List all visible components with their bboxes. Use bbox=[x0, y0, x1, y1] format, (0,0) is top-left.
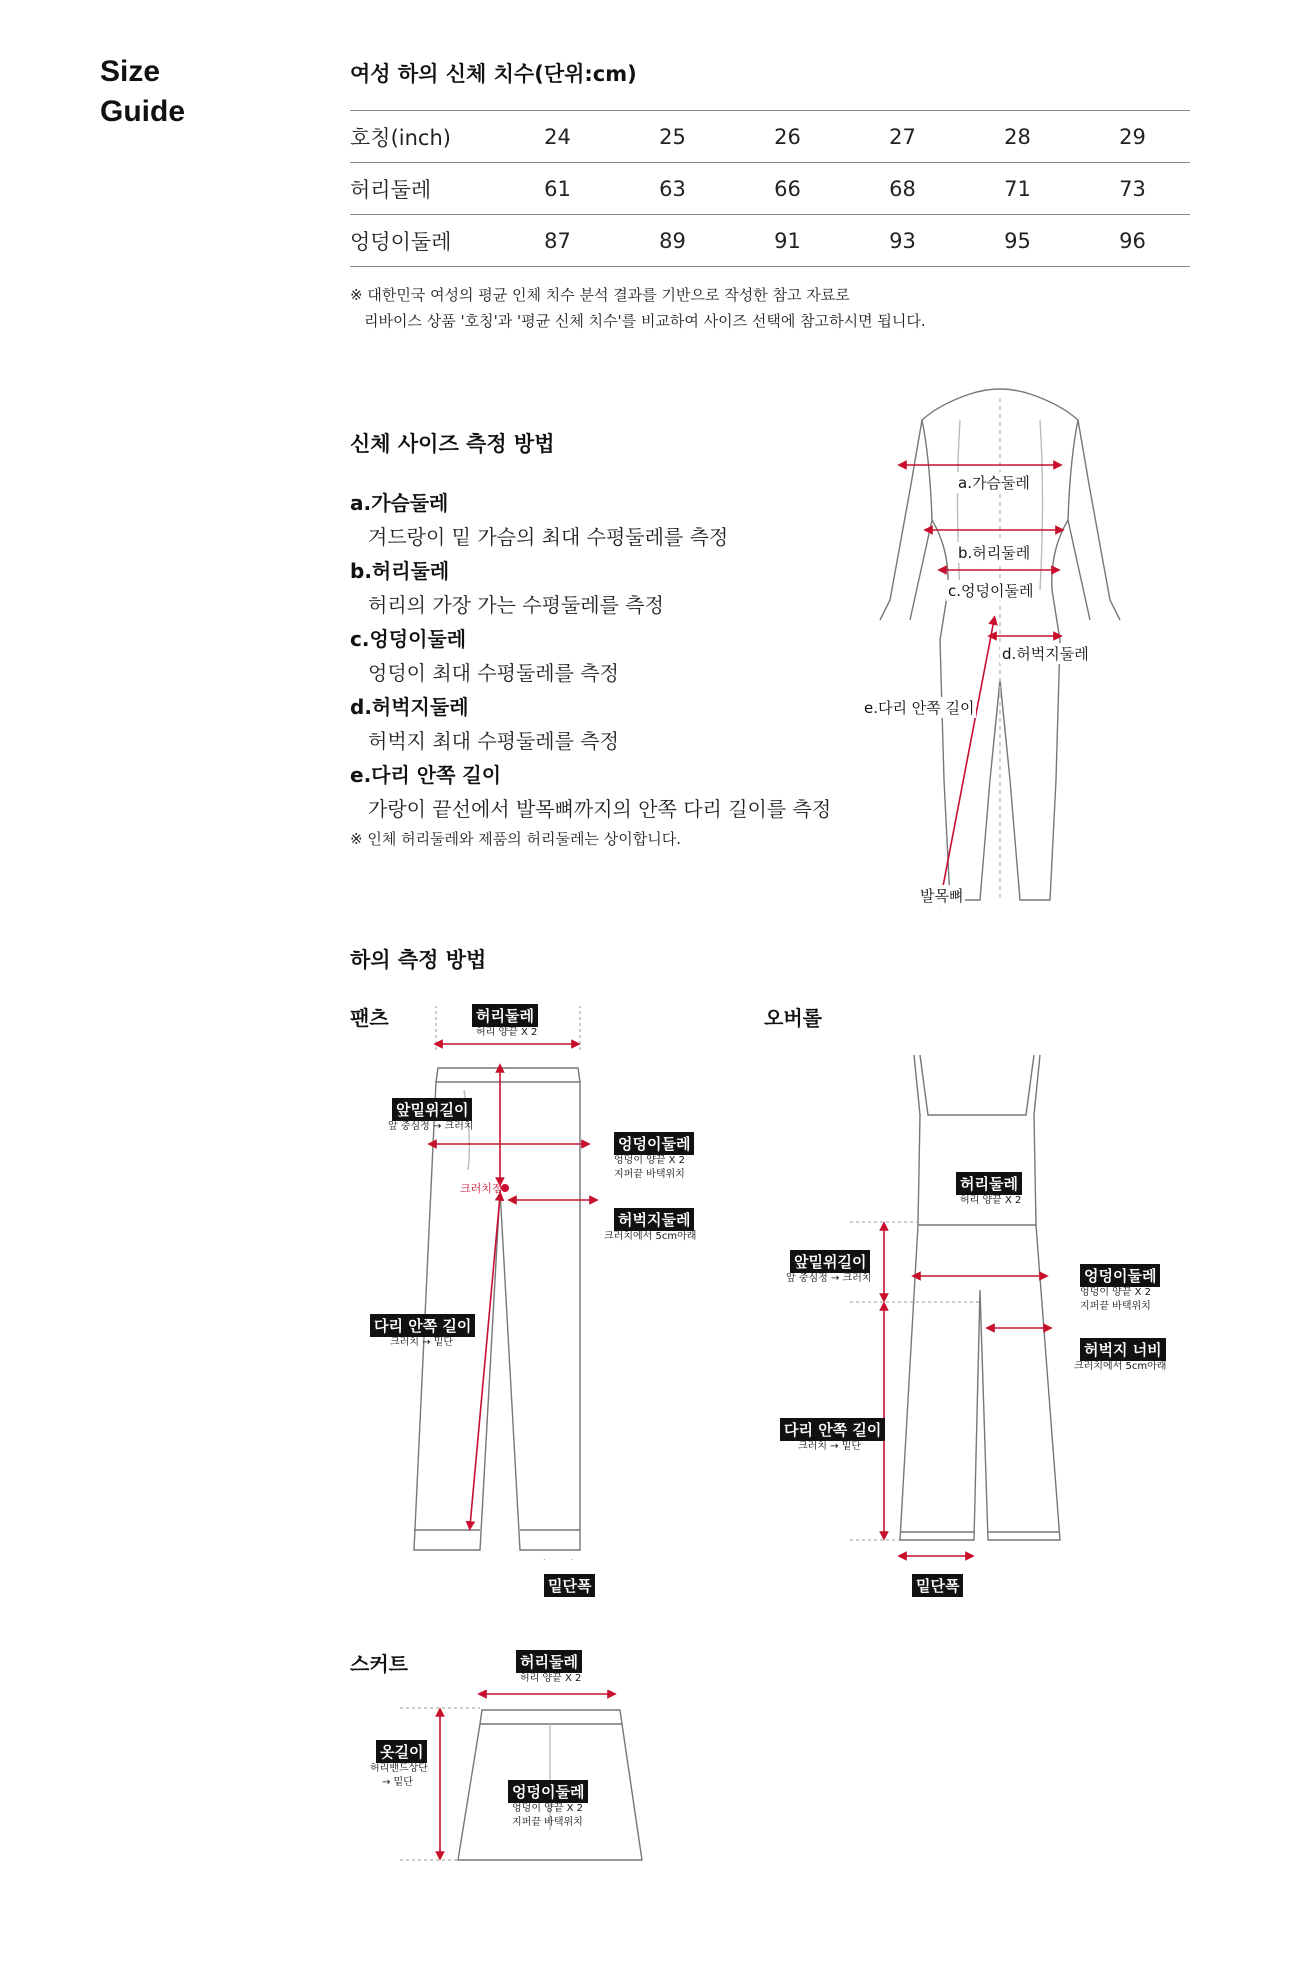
skirt-length-sub2: → 밑단 bbox=[382, 1777, 413, 1788]
diagram-label-waist: b.허리둘레 bbox=[958, 544, 1031, 562]
skirt-title: 스커트 bbox=[350, 1652, 408, 1676]
pants-title: 팬츠 bbox=[350, 1006, 389, 1030]
diagram-label-inseam: e.다리 안쪽 길이 bbox=[864, 699, 975, 717]
method-title-chest: a.가슴둘레 bbox=[350, 491, 449, 515]
pants-waist-label: 허리둘레 bbox=[472, 1004, 538, 1027]
table-cell: 89 bbox=[615, 215, 730, 267]
table-cell: 68 bbox=[845, 163, 960, 215]
diagram-label-hip: c.엉덩이둘레 bbox=[948, 582, 1034, 600]
title-line-1: Size bbox=[100, 55, 161, 88]
skirt-waist-sub: 허리 양끝 X 2 bbox=[520, 1673, 582, 1684]
overall-hip-label: 엉덩이둘레 bbox=[1080, 1264, 1160, 1287]
table-row bbox=[350, 111, 1190, 163]
crotch-point-label: 크러치점 bbox=[460, 1182, 503, 1195]
table-row bbox=[350, 163, 1190, 215]
row-header: 허리둘레 bbox=[350, 163, 500, 215]
table-row bbox=[350, 215, 1190, 267]
table-cell: 24 bbox=[500, 111, 615, 163]
overall-rise-sub: 앞 중심정 → 크러치 bbox=[786, 1273, 872, 1284]
row-header: 엉덩이둘레 bbox=[350, 215, 500, 267]
table-note-2: 리바이스 상품 '호칭'과 '평균 신체 치수'를 비교하여 사이즈 선택에 참고하시면 됩니다. bbox=[364, 312, 926, 330]
pants-thigh-sub: 크러치에서 5cm아래 bbox=[604, 1231, 697, 1242]
method-desc-waist: 허리의 가장 가는 수평둘레를 측정 bbox=[368, 593, 664, 617]
method-title-waist: b.허리둘레 bbox=[350, 559, 450, 583]
skirt-hip-sub1: 엉덩이 양끝 X 2 bbox=[512, 1803, 584, 1814]
size-table bbox=[350, 110, 1190, 267]
diagram-label-chest: a.가슴둘레 bbox=[958, 474, 1030, 492]
table-cell: 26 bbox=[730, 111, 845, 163]
table-cell: 93 bbox=[845, 215, 960, 267]
inseam-arrow bbox=[940, 620, 994, 902]
overall-rise-label: 앞밑위길이 bbox=[790, 1250, 870, 1273]
overall-thigh-sub: 크러치에서 5cm아래 bbox=[1074, 1361, 1167, 1372]
table-cell: 87 bbox=[500, 215, 615, 267]
overall-thigh-label: 허벅지 너비 bbox=[1080, 1338, 1166, 1361]
method-desc-chest: 겨드랑이 밑 가슴의 최대 수평둘레를 측정 bbox=[368, 525, 729, 549]
method-desc-thigh: 허벅지 최대 수평둘레를 측정 bbox=[368, 729, 619, 753]
pants-rise-sub: 앞 중심정 → 크러치 bbox=[388, 1121, 474, 1132]
table-cell: 66 bbox=[730, 163, 845, 215]
method-desc-inseam: 가랑이 끝선에서 발목뼈까지의 안쪽 다리 길이를 측정 bbox=[368, 797, 832, 821]
pants-hip-label: 엉덩이둘레 bbox=[614, 1132, 694, 1155]
overall-title: 오버롤 bbox=[764, 1006, 822, 1030]
body-note: ※ 인체 허리둘레와 제품의 허리둘레는 상이합니다. bbox=[350, 830, 681, 848]
pants-thigh-label: 허벅지둘레 bbox=[614, 1208, 694, 1231]
table-cell: 63 bbox=[615, 163, 730, 215]
pants-hip-sub1: 엉덩이 양끝 X 2 bbox=[614, 1155, 686, 1166]
skirt-length-label: 옷길이 bbox=[376, 1740, 427, 1763]
table-cell: 61 bbox=[500, 163, 615, 215]
method-desc-hip: 엉덩이 최대 수평둘레를 측정 bbox=[368, 661, 619, 685]
skirt-hip-sub2: 지퍼끝 바택위치 bbox=[512, 1817, 583, 1828]
table-note-1: ※ 대한민국 여성의 평균 인체 치수 분석 결과를 기반으로 작성한 참고 자료로 bbox=[350, 286, 850, 304]
table-cell: 29 bbox=[1075, 111, 1190, 163]
table-cell: 71 bbox=[960, 163, 1075, 215]
pants-hem-label: 밑단폭 bbox=[544, 1574, 595, 1597]
pants-inseam-arrow bbox=[470, 1196, 500, 1526]
overall-inseam-label: 다리 안쪽 길이 bbox=[780, 1418, 885, 1441]
table-cell: 91 bbox=[730, 215, 845, 267]
table-cell: 27 bbox=[845, 111, 960, 163]
method-title-thigh: d.허벅지둘레 bbox=[350, 695, 469, 719]
overall-diagram bbox=[830, 1040, 1090, 1580]
overall-hip-sub1: 엉덩이 양끝 X 2 bbox=[1080, 1287, 1152, 1298]
page-title bbox=[100, 52, 185, 132]
diagram-label-thigh: d.허벅지둘레 bbox=[1002, 645, 1089, 663]
overall-waist-sub: 허리 양끝 X 2 bbox=[960, 1195, 1022, 1206]
body-methods-list bbox=[350, 486, 831, 826]
skirt-waist-label: 허리둘레 bbox=[516, 1650, 582, 1673]
pants-hip-sub2: 지퍼끝 바택위치 bbox=[614, 1169, 685, 1180]
body-section-title: 신체 사이즈 측정 방법 bbox=[350, 432, 555, 456]
overall-outline bbox=[900, 1055, 1060, 1540]
diagram-label-ankle: 발목뼈 bbox=[920, 887, 964, 905]
pants-diagram bbox=[400, 1000, 620, 1560]
pants-inseam-label: 다리 안쪽 길이 bbox=[370, 1314, 475, 1337]
method-title-hip: c.엉덩이둘레 bbox=[350, 627, 467, 651]
pants-outline bbox=[414, 1068, 580, 1550]
pants-waist-sub: 허리 양끝 X 2 bbox=[476, 1027, 538, 1038]
pants-inseam-sub: 크러치 → 밑단 bbox=[390, 1337, 454, 1348]
table-title: 여성 하의 신체 치수(단위:cm) bbox=[350, 62, 637, 86]
table-cell: 96 bbox=[1075, 215, 1190, 267]
method-title-inseam: e.다리 안쪽 길이 bbox=[350, 763, 502, 787]
table-cell: 95 bbox=[960, 215, 1075, 267]
overall-waist-label: 허리둘레 bbox=[956, 1172, 1022, 1195]
table-cell: 28 bbox=[960, 111, 1075, 163]
table-cell: 25 bbox=[615, 111, 730, 163]
overall-hip-sub2: 지퍼끝 바택위치 bbox=[1080, 1301, 1151, 1312]
overall-inseam-sub: 크러치 → 밑단 bbox=[798, 1441, 862, 1452]
skirt-length-sub1: 허리밴드상단 bbox=[370, 1763, 428, 1774]
pants-rise-label: 앞밑위길이 bbox=[392, 1098, 472, 1121]
overall-hem-label: 밑단폭 bbox=[912, 1574, 963, 1597]
garment-section-title: 하의 측정 방법 bbox=[350, 948, 487, 972]
title-line-2: Guide bbox=[100, 95, 186, 128]
skirt-hip-label: 엉덩이둘레 bbox=[508, 1780, 588, 1803]
row-header: 호칭(inch) bbox=[350, 111, 500, 163]
table-cell: 73 bbox=[1075, 163, 1190, 215]
